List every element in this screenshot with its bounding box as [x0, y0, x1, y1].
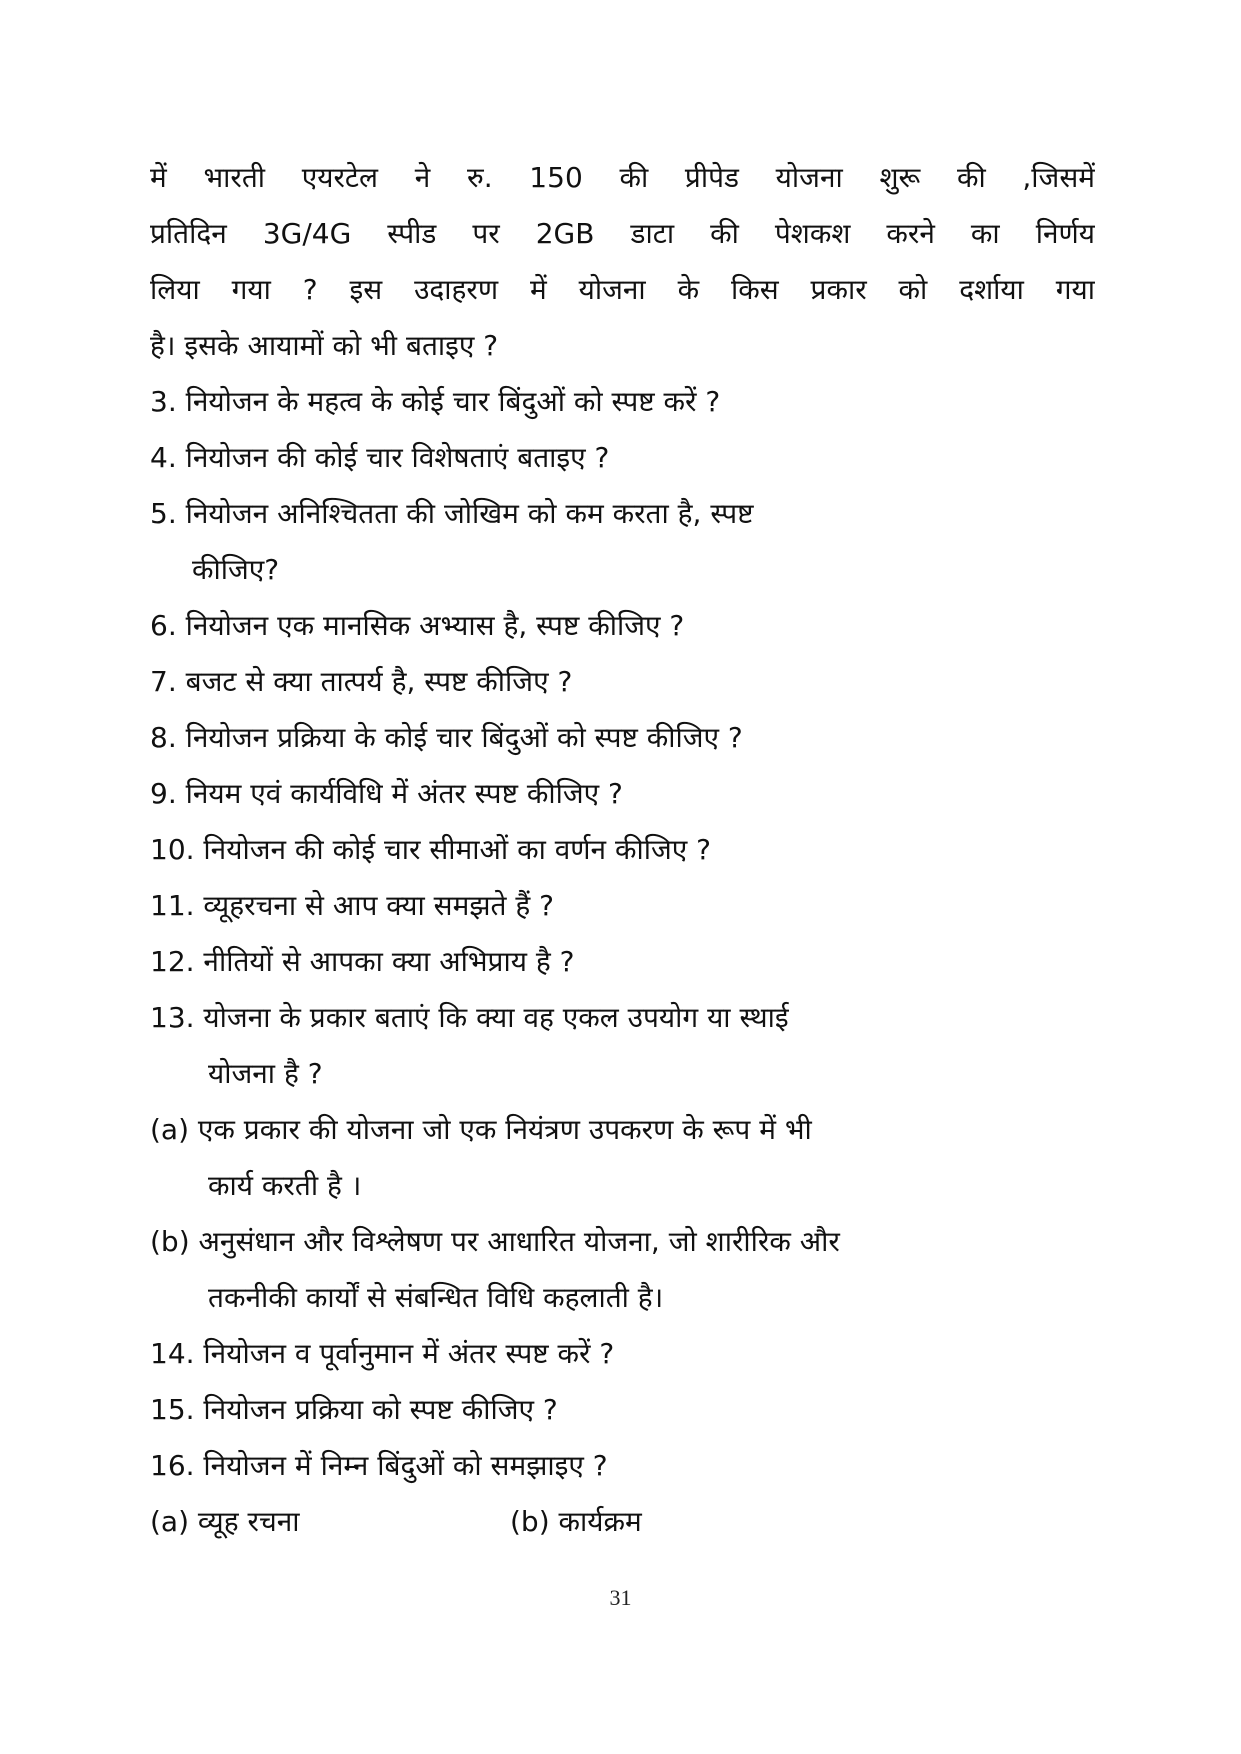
question-13a-line-1: (a) एक प्रकार की योजना जो एक नियंत्रण उपकरण के रूप में भी — [150, 1113, 812, 1146]
intro-line-3: लिया गया ? इस उदाहरण में योजना के किस प्रकार को दर्शाया गया — [150, 273, 1095, 306]
question-14: 14. नियोजन व पूर्वानुमान में अंतर स्पष्ट करें ? — [150, 1337, 615, 1370]
question-3: 3. नियोजन के महत्व के कोई चार बिंदुओं को स्पष्ट करें ? — [150, 385, 721, 418]
question-8: 8. नियोजन प्रक्रिया के कोई चार बिंदुओं को स्पष्ट कीजिए ? — [150, 721, 743, 754]
intro-line-1: में भारती एयरटेल ने रु. 150 की प्रीपेड योजना शुरू की ,जिसमें — [150, 161, 1095, 194]
intro-line-2: प्रतिदिन 3G/4G स्पीड पर 2GB डाटा की पेशकश करने का निर्णय — [150, 217, 1095, 250]
question-5-line-1: 5. नियोजन अनिश्चितता की जोखिम को कम करता है, स्पष्ट — [150, 497, 754, 530]
question-13b-line-2: तकनीकी कार्यों से संबन्धित विधि कहलाती है। — [208, 1281, 664, 1314]
question-list — [150, 150, 1095, 1550]
question-11: 11. व्यूहरचना से आप क्या समझते हैं ? — [150, 889, 554, 922]
question-9: 9. नियम एवं कार्यविधि में अंतर स्पष्ट कीजिए ? — [150, 777, 623, 810]
page-number: 31 — [609, 1585, 632, 1610]
question-13a-line-2: कार्य करती है । — [208, 1169, 362, 1202]
question-4: 4. नियोजन की कोई चार विशेषताएं बताइए ? — [150, 441, 610, 474]
question-16-options — [150, 1494, 1095, 1550]
question-7: 7. बजट से क्या तात्पर्य है, स्पष्ट कीजिए ? — [150, 665, 573, 698]
question-10: 10. नियोजन की कोई चार सीमाओं का वर्णन कीजिए ? — [150, 833, 712, 866]
question-13-line-1: 13. योजना के प्रकार बताएं कि क्या वह एकल उपयोग या स्थाई — [150, 1001, 789, 1034]
question-13b-line-1: (b) अनुसंधान और विश्लेषण पर आधारित योजना, जो शारीरिक और — [150, 1225, 840, 1258]
question-15: 15. नियोजन प्रक्रिया को स्पष्ट कीजिए ? — [150, 1393, 558, 1426]
question-16-option-b: (b) कार्यक्रम — [510, 1505, 642, 1538]
question-5-line-2: कीजिए? — [192, 553, 280, 586]
question-16: 16. नियोजन में निम्न बिंदुओं को समझाइए ? — [150, 1449, 608, 1482]
question-6: 6. नियोजन एक मानसिक अभ्यास है, स्पष्ट कीजिए ? — [150, 609, 685, 642]
question-13-line-2: योजना है ? — [208, 1057, 323, 1090]
question-12: 12. नीतियों से आपका क्या अभिप्राय है ? — [150, 945, 575, 978]
intro-line-4: है। इसके आयामों को भी बताइए ? — [150, 329, 499, 362]
question-16-option-a: (a) व्यूह रचना — [150, 1505, 300, 1538]
